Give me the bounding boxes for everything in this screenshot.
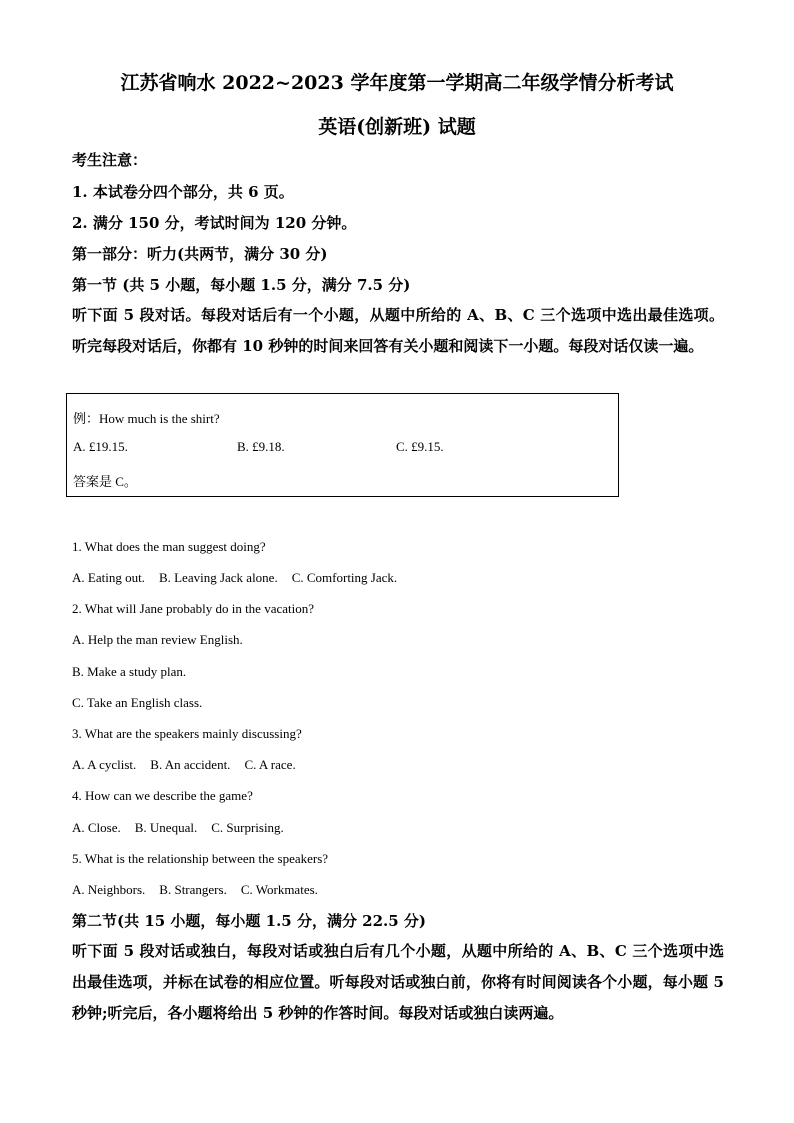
- question-4: 4. How can we describe the game?: [72, 788, 253, 803]
- question-1-options: [72, 570, 411, 586]
- option-c[interactable]: C. Take an English class.: [72, 695, 203, 710]
- option-a[interactable]: A. A cyclist.: [72, 757, 137, 772]
- notice-item-1: 1. 本试卷分四个部分，共 6 页。: [72, 183, 294, 201]
- option-b[interactable]: B. Unequal.: [134, 820, 198, 835]
- question-5: 5. What is the relationship between the speakers?: [72, 851, 329, 866]
- question-2: 2. What will Jane probably do in the vacation?: [72, 601, 314, 616]
- question-5-options: [72, 882, 332, 898]
- option-b[interactable]: B. Strangers.: [159, 882, 227, 897]
- section2-instructions: 听下面 5 段对话或独白，每段对话或独白后有几个小题，从题中所给的 A、B、C 三个选项中选出最佳选项，并标在试卷的相应位置。听每段对话或独白前，你将有时间阅读各个小题，每小题 5 秒钟;听完后，各小题将给出 5 秒钟的作答时间。每段对话或独白读两遍。: [72, 942, 724, 1022]
- option-c[interactable]: C. Workmates.: [240, 882, 318, 897]
- example-answer: 答案是 C。: [73, 474, 137, 489]
- option-b[interactable]: B. An accident.: [150, 757, 231, 772]
- option-b[interactable]: B. Make a study plan.: [72, 664, 187, 679]
- example-option-a: A. £19.15.: [73, 439, 128, 454]
- section2-title: 第二节(共 15 小题，每小题 1.5 分，满分 22.5 分): [72, 912, 427, 930]
- option-c[interactable]: C. Surprising.: [211, 820, 284, 835]
- option-b[interactable]: B. Leaving Jack alone.: [158, 570, 278, 585]
- example-option-c: C. £9.15.: [396, 439, 444, 454]
- option-a[interactable]: A. Help the man review English.: [72, 632, 243, 647]
- option-a[interactable]: A. Eating out.: [72, 570, 145, 585]
- exam-title: 江苏省响水 2022~2023 学年度第一学期高二年级学情分析考试: [120, 72, 674, 94]
- section1-instructions: 听下面 5 段对话。每段对话后有一个小题，从题中所给的 A、B、C 三个选项中选出最佳选项。听完每段对话后，你都有 10 秒钟的时间来回答有关小题和阅读下一小题。每段对话仅读一遍。: [72, 306, 724, 355]
- part1-title: 第一部分：听力(共两节，满分 30 分): [72, 245, 328, 263]
- example-box: [66, 393, 619, 497]
- notice-heading: 考生注意：: [72, 151, 148, 169]
- section1-title: 第一节 (共 5 小题，每小题 1.5 分，满分 7.5 分): [72, 276, 411, 294]
- question-4-options: [72, 820, 298, 836]
- example-option-b: B. £9.18.: [237, 439, 285, 454]
- option-a[interactable]: A. Neighbors.: [72, 882, 146, 897]
- example-question: 例：How much is the shirt?: [73, 411, 220, 426]
- option-c[interactable]: C. A race.: [244, 757, 296, 772]
- question-3: 3. What are the speakers mainly discussing?: [72, 726, 302, 741]
- notice-item-2: 2. 满分 150 分，考试时间为 120 分钟。: [72, 214, 357, 232]
- option-c[interactable]: C. Comforting Jack.: [291, 570, 398, 585]
- option-a[interactable]: A. Close.: [72, 820, 121, 835]
- question-1: 1. What does the man suggest doing?: [72, 539, 266, 554]
- exam-subtitle: 英语(创新班) 试题: [318, 116, 476, 138]
- question-3-options: [72, 757, 310, 773]
